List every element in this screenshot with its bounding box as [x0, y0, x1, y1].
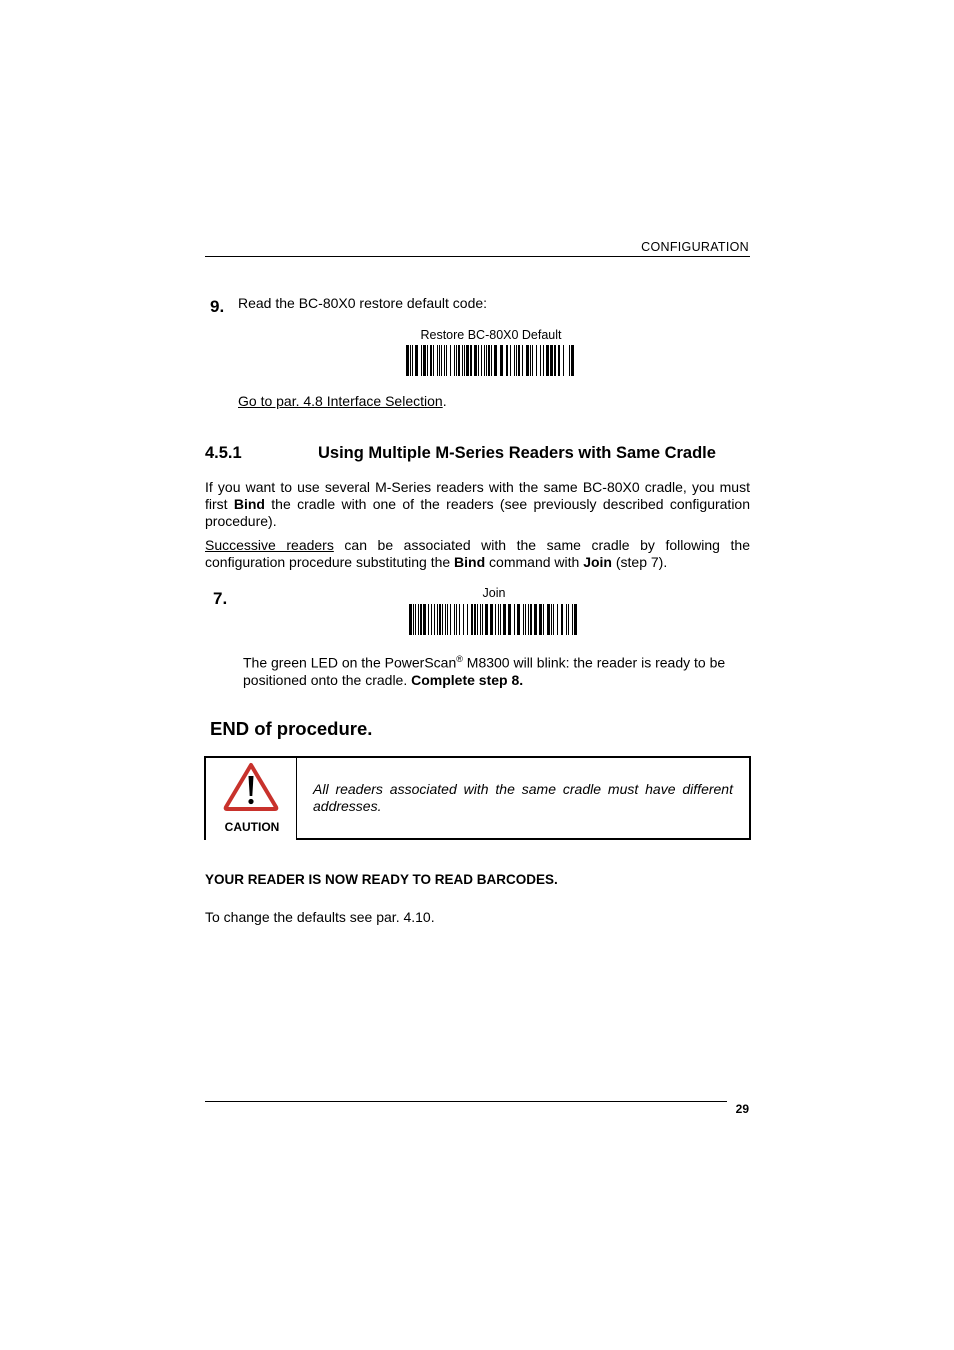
join-barcode-caption: Join [482, 586, 506, 600]
barcode-bar [481, 345, 482, 376]
paragraph-bind-instructions [205, 479, 750, 530]
step-7-complete-step: Complete step 8. [411, 671, 524, 688]
section-title: Using Multiple M-Series Readers with Same Cradle [318, 444, 716, 462]
barcode-bar [431, 604, 432, 635]
join-barcode [409, 604, 577, 635]
barcode-bar [459, 604, 460, 635]
barcode-bar [500, 345, 503, 376]
barcode-bar [554, 345, 556, 376]
barcode-bar [471, 604, 473, 635]
barcode-bar [540, 345, 541, 376]
barcode-bar [423, 345, 426, 376]
barcode-bar [450, 345, 451, 376]
para2-bind-keyword: Bind [454, 554, 486, 570]
barcode-bar [572, 604, 573, 635]
barcode-bar [454, 345, 455, 376]
barcode-bar [484, 345, 485, 376]
barcode-bar [498, 604, 499, 635]
change-defaults-text: To change the defaults see par. 4.10. [205, 909, 435, 925]
barcode-bar [447, 604, 448, 635]
caution-text: All readers associated with the same cradle must have different addresses. [313, 781, 733, 814]
barcode-bar [503, 604, 506, 635]
step-7-text-1: The green LED on the PowerScan [243, 654, 457, 671]
barcode-bar [539, 604, 542, 635]
barcode-bar [412, 345, 413, 376]
barcode-bar [427, 345, 428, 376]
barcode-bar [495, 604, 496, 635]
barcode-bar [439, 345, 440, 376]
barcode-bar [418, 604, 419, 635]
link-suffix: . [442, 393, 447, 409]
barcode-bar [433, 345, 434, 376]
barcode-bar [463, 604, 464, 635]
step-9-text: Read the BC-80X0 restore default code: [238, 295, 488, 311]
barcode-bar [494, 345, 497, 376]
barcode-bar [506, 345, 508, 376]
para1-bind-keyword: Bind [233, 496, 265, 512]
header-rule [205, 256, 750, 257]
barcode-bar [480, 604, 481, 635]
barcode-bar [568, 604, 569, 635]
step-7-text-2: M8300 will blink: the reader is ready to be positioned onto the cradle. [243, 654, 726, 688]
para1-text-1: If you want to use several M-Series readers with the same BC-80X0 cradle, you must first [205, 479, 750, 512]
page-number: 29 [735, 1102, 749, 1116]
interface-selection-reference [238, 393, 447, 410]
para2-text-2: command with [485, 554, 584, 570]
barcode-bar [516, 345, 517, 376]
para2-successive-readers: Successive readers [205, 537, 334, 553]
barcode-bar [528, 604, 529, 635]
barcode-bar [450, 604, 451, 635]
barcode-bar [550, 345, 553, 376]
barcode-bar [421, 345, 422, 376]
section-number: 4.5.1 [205, 444, 242, 462]
barcode-bar [456, 345, 457, 376]
barcode-bar [454, 604, 455, 635]
barcode-bar [441, 345, 442, 376]
barcode-bar [466, 345, 469, 376]
restore-default-barcode-caption: Restore BC-80X0 Default [420, 328, 562, 342]
barcode-bar [458, 345, 460, 376]
barcode-bar [534, 604, 537, 635]
step-7-description [243, 651, 750, 689]
barcode-bar [456, 604, 457, 635]
barcode-bar [491, 345, 492, 376]
barcode-bar [474, 345, 477, 376]
barcode-bar [474, 604, 476, 635]
barcode-bar [478, 345, 479, 376]
barcode-bar [526, 345, 529, 376]
barcode-bar [444, 345, 445, 376]
barcode-bar [500, 604, 501, 635]
barcode-bar [508, 604, 511, 635]
caution-label: CAUTION [224, 820, 280, 834]
end-of-procedure-title: END of procedure. [210, 718, 373, 739]
barcode-bar [523, 604, 524, 635]
barcode-bar [464, 345, 465, 376]
barcode-bar [522, 345, 523, 376]
barcode-bar [536, 345, 537, 376]
barcode-bar [530, 604, 532, 635]
interface-selection-link[interactable]: Go to par. 4.8 Interface Selection [238, 393, 443, 409]
step-7-number: 7. [213, 589, 228, 608]
barcode-bar [485, 604, 488, 635]
barcode-bar [428, 604, 429, 635]
barcode-bar [543, 345, 544, 376]
barcode-bar [546, 345, 549, 376]
barcode-bar [445, 604, 446, 635]
ready-to-read-notice: YOUR READER IS NOW READY TO READ BARCODES. [205, 872, 558, 887]
barcode-bar [553, 604, 554, 635]
barcode-bar [569, 345, 570, 376]
barcode-bar [514, 345, 515, 376]
barcode-bar [530, 345, 531, 376]
barcode-bar [547, 604, 550, 635]
warning-triangle-icon [223, 762, 279, 812]
barcode-bar [415, 345, 418, 376]
barcode-bar [415, 604, 416, 635]
barcode-bar [437, 604, 438, 635]
running-header: CONFIGURATION [641, 240, 749, 254]
barcode-bar [410, 345, 411, 376]
step-9-number: 9. [210, 297, 225, 316]
barcode-bar [482, 604, 483, 635]
restore-default-barcode [406, 345, 574, 376]
barcode-bar [517, 604, 520, 635]
barcode-bar [470, 345, 472, 376]
barcode-bar [413, 604, 414, 635]
barcode-bar [442, 604, 443, 635]
barcode-bar [566, 604, 567, 635]
barcode-bar [510, 345, 511, 376]
barcode-bar [571, 345, 574, 376]
barcode-bar [490, 604, 493, 635]
para2-text-3: (step 7). [611, 554, 668, 570]
barcode-bar [467, 604, 468, 635]
barcode-bar [409, 604, 412, 635]
barcode-bar [446, 345, 447, 376]
footer-rule [205, 1101, 727, 1102]
barcode-bar [488, 345, 490, 376]
barcode-bar [532, 345, 533, 376]
barcode-bar [462, 345, 463, 376]
para2-text-1: can be associated with the same cradle by following the configuration procedure substituting the [205, 537, 750, 570]
barcode-bar [430, 345, 432, 376]
barcode-bar [486, 345, 487, 376]
barcode-bar [437, 345, 438, 376]
barcode-bar [420, 604, 422, 635]
barcode-bar [514, 604, 515, 635]
barcode-bar [439, 604, 441, 635]
para1-text-2: the cradle with one of the readers (see previously described configuration procedure). [205, 496, 750, 529]
barcode-bar [434, 604, 435, 635]
barcode-bar [525, 604, 526, 635]
caution-box [204, 756, 751, 840]
barcode-bar [477, 604, 478, 635]
barcode-bar [563, 345, 564, 376]
barcode-bar [423, 604, 426, 635]
paragraph-join-instructions [205, 537, 750, 571]
registered-mark: ® [456, 654, 463, 664]
barcode-bar [543, 604, 544, 635]
barcode-bar [561, 604, 563, 635]
barcode-bar [574, 604, 577, 635]
barcode-bar [518, 345, 520, 376]
barcode-bar [406, 345, 409, 376]
barcode-bar [558, 345, 560, 376]
barcode-bar [551, 604, 552, 635]
barcode-bar [557, 604, 558, 635]
para2-join-keyword: Join [583, 554, 612, 570]
